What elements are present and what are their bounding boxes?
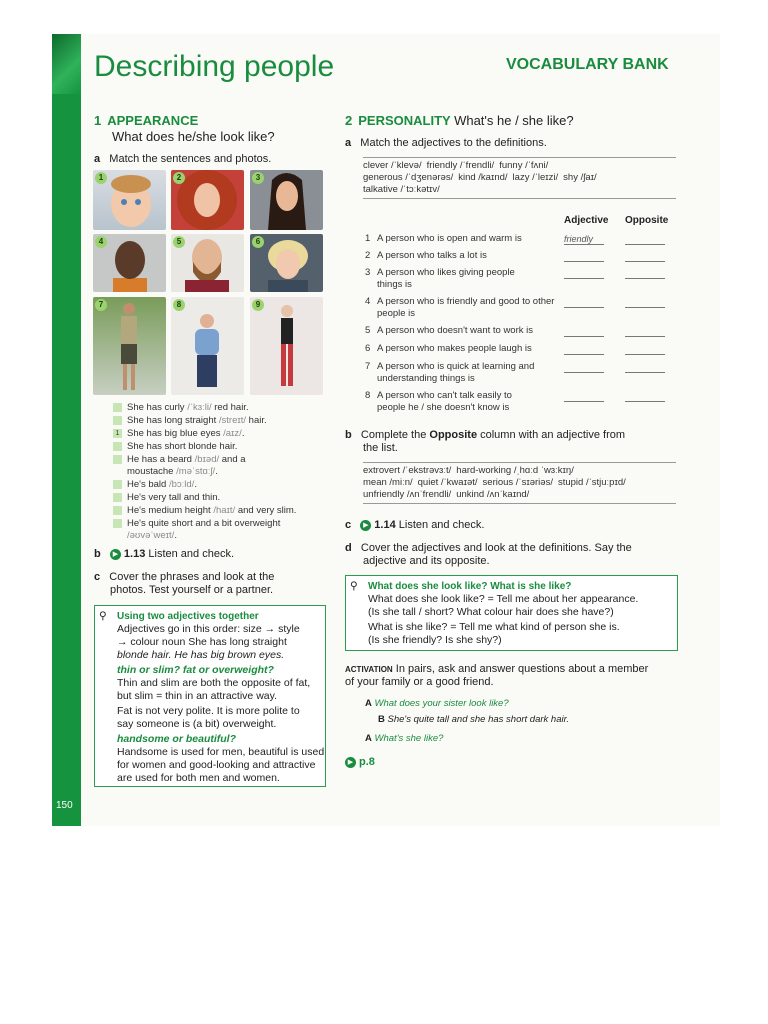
tip-line: → colour noun She has long straight <box>117 636 287 648</box>
adjective-answer[interactable] <box>564 296 604 308</box>
row-number: 3 <box>365 267 371 278</box>
definition-text: A person who doesn't want to work is <box>377 325 534 336</box>
sentence-text: He's quite short and a bit overweight <box>127 518 281 529</box>
adjective-answer[interactable] <box>564 343 604 355</box>
tip-line: are used for both men and women. <box>117 772 280 784</box>
tip-line: Adjectives go in this order: size → style <box>117 623 300 635</box>
photo-8 <box>171 297 244 395</box>
word-list-1 <box>363 157 676 199</box>
phonetic: /əʊvəˈweɪt/ <box>127 530 175 541</box>
vocab-word: talkative /ˈtɔːkətɪv/ <box>363 184 440 195</box>
vocab-word: friendly /ˈfrendli/ <box>426 160 495 171</box>
sentence-text: She has short blonde hair. <box>127 441 238 452</box>
section-1-number: 1 <box>94 113 102 128</box>
side-strip <box>52 34 81 826</box>
definition-row <box>365 325 534 337</box>
photo-badge-8: 8 <box>173 299 185 311</box>
word-row <box>363 172 676 184</box>
exercise-label: d <box>345 542 352 554</box>
sentence-text: He's bald <box>127 479 169 490</box>
definition-row <box>365 361 535 384</box>
word-row <box>363 184 676 196</box>
exercise-2b <box>345 429 625 442</box>
opposite-answer[interactable] <box>625 250 665 262</box>
definition-row <box>365 250 487 262</box>
audio-play-icon[interactable]: ▶ <box>360 520 371 531</box>
opposite-answer[interactable] <box>625 233 665 245</box>
sentence-text: He has a beard <box>127 454 195 465</box>
tip-box-adjectives <box>94 605 326 787</box>
exercise-1c <box>94 571 274 584</box>
exercise-text: Listen and check. <box>398 519 485 531</box>
adjective-answer[interactable] <box>564 325 604 337</box>
vocab-word: serious /ˈsɪəriəs/ <box>482 477 553 488</box>
sentence-item <box>113 479 197 490</box>
section-2-heading <box>345 113 574 128</box>
word-list-2 <box>363 462 676 504</box>
section-1-heading <box>94 113 198 128</box>
sentence-text: . <box>174 530 177 541</box>
tip-line: Handsome is used for men, beautiful is used <box>117 746 325 758</box>
adjective-answer[interactable] <box>564 250 604 262</box>
tip-line: Thin and slim are both the opposite of fat, <box>117 677 311 689</box>
word-row <box>363 465 676 477</box>
tip-line: say someone is (a bit) overweight. <box>117 718 277 730</box>
exercise-text: column with an adjective from <box>477 429 626 441</box>
activation-text: In pairs, ask and answer questions about a member <box>395 663 649 675</box>
sentence-item <box>113 441 237 452</box>
tip-line: for women and good-looking and attractive <box>117 759 316 771</box>
section-2-title: PERSONALITY <box>358 113 451 128</box>
definition-row <box>365 296 555 319</box>
opposite-answer[interactable] <box>625 361 665 373</box>
opposite-answer[interactable] <box>625 267 665 279</box>
photo-badge-6: 6 <box>252 236 264 248</box>
audio-play-icon[interactable]: ▶ <box>110 549 121 560</box>
tip-title: What does she look like? What is she like? <box>368 581 572 592</box>
vocab-word: unfriendly /ʌnˈfrendli/ <box>363 489 452 500</box>
phonetic: /aɪz/ <box>223 428 242 439</box>
exercise-label: a <box>345 137 352 149</box>
activation-text: of your family or a good friend. <box>345 676 494 688</box>
sentence-text: . <box>194 479 197 490</box>
sentence-item <box>113 415 267 426</box>
exercise-text: photos. Test yourself or a partner. <box>110 584 274 596</box>
definition-text: A person who makes people laugh is <box>377 343 532 354</box>
phonetic: /bɔːld/ <box>168 479 195 490</box>
answer-box[interactable] <box>113 403 122 412</box>
exercise-text: Listen and check. <box>148 548 235 560</box>
tip-line: What does she look like? = Tell me about her appearance. <box>368 593 639 605</box>
phonetic: /bɪəd/ <box>194 454 220 465</box>
adjective-answer[interactable]: friendly <box>564 233 604 245</box>
exercise-text: Cover the adjectives and look at the definitions. Say the <box>360 542 632 554</box>
activation-line-1 <box>345 663 648 676</box>
adjective-answer[interactable] <box>564 361 604 373</box>
sentence-text: She has long straight <box>127 415 219 426</box>
tip-subtitle: handsome or beautiful? <box>117 733 237 745</box>
tip-subtitle: thin or slim? fat or overweight? <box>117 664 274 676</box>
definition-text: A person who talks a lot is <box>377 250 487 261</box>
definition-text: A person who is friendly and good to other people is <box>377 296 555 319</box>
exercise-text: the list. <box>363 442 398 454</box>
exercise-label: a <box>94 153 101 165</box>
opposite-answer[interactable] <box>625 390 665 402</box>
exercise-text: adjective and its opposite. <box>363 555 490 567</box>
exercise-text-bold: Opposite <box>429 429 478 441</box>
column-header-adjective: Adjective <box>564 215 609 226</box>
exercise-label: c <box>345 519 352 531</box>
page-number: 150 <box>56 800 73 811</box>
sentence-text: and a <box>219 454 246 465</box>
definition-text: A person who is open and warm is <box>377 233 522 244</box>
sentence-item <box>113 402 249 413</box>
dialog-text: What does your sister look like? <box>374 698 509 709</box>
activation-label: ACTIVATION <box>345 665 393 674</box>
photo-badge-4: 4 <box>95 236 107 248</box>
dialog-speaker: A <box>365 698 372 709</box>
opposite-answer[interactable] <box>625 296 665 308</box>
answer-box[interactable] <box>113 519 122 528</box>
sentence-text: He's very tall and thin. <box>127 492 221 503</box>
exercise-2c <box>345 519 484 532</box>
photo-9 <box>250 297 323 395</box>
phonetic: /məˈstɑːʃ/ <box>176 466 216 477</box>
photo-badge-3: 3 <box>252 172 264 184</box>
answer-box[interactable] <box>113 455 122 464</box>
vocab-word: mean /miːn/ <box>363 477 413 488</box>
exercise-2d <box>345 542 632 555</box>
arrow-link-icon: ▶ <box>345 757 356 768</box>
definition-row <box>365 343 532 355</box>
dialog-line <box>365 698 509 709</box>
magnifier-icon: ⚲ <box>99 610 107 622</box>
sentence-text: and very slim. <box>235 505 297 516</box>
opposite-answer[interactable] <box>625 343 665 355</box>
tip-title: Using two adjectives together <box>117 611 259 622</box>
definition-row <box>365 267 515 290</box>
photo-badge-5: 5 <box>173 236 185 248</box>
dialog-text: She's quite tall and she has short dark hair. <box>387 714 570 725</box>
tip-line: (Is she tall / short? What colour hair does she have?) <box>368 606 614 618</box>
definition-text: A person who is quick at learning and understanding things is <box>377 361 535 384</box>
vocab-word: unkind /ʌnˈkaɪnd/ <box>456 489 530 500</box>
answer-box[interactable] <box>113 493 122 502</box>
audio-track-number: 1.13 <box>123 548 146 560</box>
definition-text: A person who can't talk easily to people he / she doesn't know is <box>377 390 512 413</box>
exercise-text: Match the sentences and photos. <box>109 153 272 165</box>
dialog-speaker: B <box>378 714 385 725</box>
row-number: 8 <box>365 390 371 401</box>
exercise-1b <box>94 548 234 561</box>
exercise-label: b <box>345 429 352 441</box>
sentence-item <box>113 492 220 503</box>
sentence-item <box>113 505 296 516</box>
photo-7 <box>93 297 166 395</box>
opposite-answer[interactable] <box>625 325 665 337</box>
exercise-text: Complete the <box>360 429 430 441</box>
section-tag: VOCABULARY BANK <box>506 56 669 73</box>
exercise-1a <box>94 153 271 166</box>
sentence-text: red hair. <box>211 402 249 413</box>
photo-badge-9: 9 <box>252 299 264 311</box>
vocab-word: kind /kaɪnd/ <box>458 172 508 183</box>
sentence-text: She has curly <box>127 402 188 413</box>
tip-line: blonde hair. He has big brown eyes. <box>117 649 285 661</box>
answer-box[interactable] <box>113 416 122 425</box>
exercise-text: Cover the phrases and look at the <box>109 571 275 583</box>
definition-text: A person who likes giving people things is <box>377 267 515 290</box>
dialog-line <box>365 733 443 744</box>
sentence-item <box>113 530 177 541</box>
adjective-answer[interactable] <box>564 267 604 279</box>
magnifier-icon: ⚲ <box>350 580 358 592</box>
phonetic: /ˈkɜːli/ <box>187 402 212 413</box>
phonetic: /haɪt/ <box>213 505 236 516</box>
exercise-2a <box>345 137 547 150</box>
page-title: Describing people <box>94 50 335 83</box>
vocab-word: quiet /ˈkwaɪət/ <box>417 477 478 488</box>
tip-line: Fat is not very polite. It is more polite to <box>117 705 300 717</box>
sentence-text: hair. <box>246 415 267 426</box>
sentence-text: She has big blue eyes <box>127 428 224 439</box>
column-header-opposite: Opposite <box>625 215 669 226</box>
dialog-line <box>378 714 569 725</box>
vocab-word: funny /ˈfʌni/ <box>499 160 549 171</box>
section-1-title: APPEARANCE <box>107 113 199 128</box>
adjective-answer[interactable] <box>564 390 604 402</box>
sentence-item <box>113 518 280 529</box>
tip-line: What is she like? = Tell me what kind of person she is. <box>368 621 620 633</box>
vocab-word: stupid /ˈstjuːpɪd/ <box>557 477 626 488</box>
photo-badge-7: 7 <box>95 299 107 311</box>
vocab-word: lazy /ˈleɪzi/ <box>512 172 559 183</box>
sentence-text: . <box>241 428 245 439</box>
exercise-label: b <box>94 548 101 560</box>
page-link-text: p.8 <box>359 756 375 768</box>
row-number: 4 <box>365 296 371 307</box>
definition-row <box>365 390 512 413</box>
answer-box[interactable] <box>113 442 122 451</box>
audio-track-number: 1.14 <box>374 519 396 531</box>
vocab-word: generous /ˈdʒenərəs/ <box>363 172 454 183</box>
word-row <box>363 477 676 489</box>
answer-box[interactable] <box>113 480 122 489</box>
word-row <box>363 160 676 172</box>
vocab-word: hard-working /ˌhɑːd ˈwɜːkɪŋ/ <box>456 465 574 476</box>
sentence-item <box>113 428 244 439</box>
tip-box-look-like <box>345 575 678 651</box>
row-number: 6 <box>365 343 371 354</box>
sentence-text: He's medium height <box>127 505 214 516</box>
side-strip-corner <box>52 34 81 94</box>
answer-box[interactable]: 1 <box>113 429 122 438</box>
section-2-question: What's he / she like? <box>454 113 574 128</box>
dialog-text: What's she like? <box>374 733 444 744</box>
tip-line: (Is she friendly? Is she shy?) <box>368 634 502 646</box>
word-row <box>363 489 676 501</box>
dialog-speaker: A <box>365 733 372 744</box>
sentence-text: moustache <box>127 466 177 477</box>
photo-badge-1: 1 <box>95 172 107 184</box>
row-number: 5 <box>365 325 371 336</box>
tip-line: but slim = thin in an attractive way. <box>117 690 278 702</box>
vocab-word: clever /ˈklevə/ <box>363 160 422 171</box>
row-number: 2 <box>365 250 371 261</box>
section-2-number: 2 <box>345 113 353 128</box>
row-number: 7 <box>365 361 371 372</box>
exercise-text: Match the adjectives to the definitions. <box>360 137 547 149</box>
definition-row <box>365 233 594 245</box>
sentence-text: . <box>215 466 218 477</box>
vocab-word: extrovert /ˈekstrəvɜːt/ <box>363 465 452 476</box>
exercise-label: c <box>94 571 101 583</box>
photo-badge-2: 2 <box>173 172 185 184</box>
sentence-item <box>113 466 218 477</box>
phonetic: /streɪt/ <box>218 415 247 426</box>
sentence-item <box>113 454 246 465</box>
answer-box[interactable] <box>113 506 122 515</box>
vocab-word: shy /ʃaɪ/ <box>563 172 597 183</box>
row-number: 1 <box>365 233 371 244</box>
page-link[interactable] <box>345 756 375 769</box>
section-1-question: What does he/she look like? <box>112 129 275 144</box>
